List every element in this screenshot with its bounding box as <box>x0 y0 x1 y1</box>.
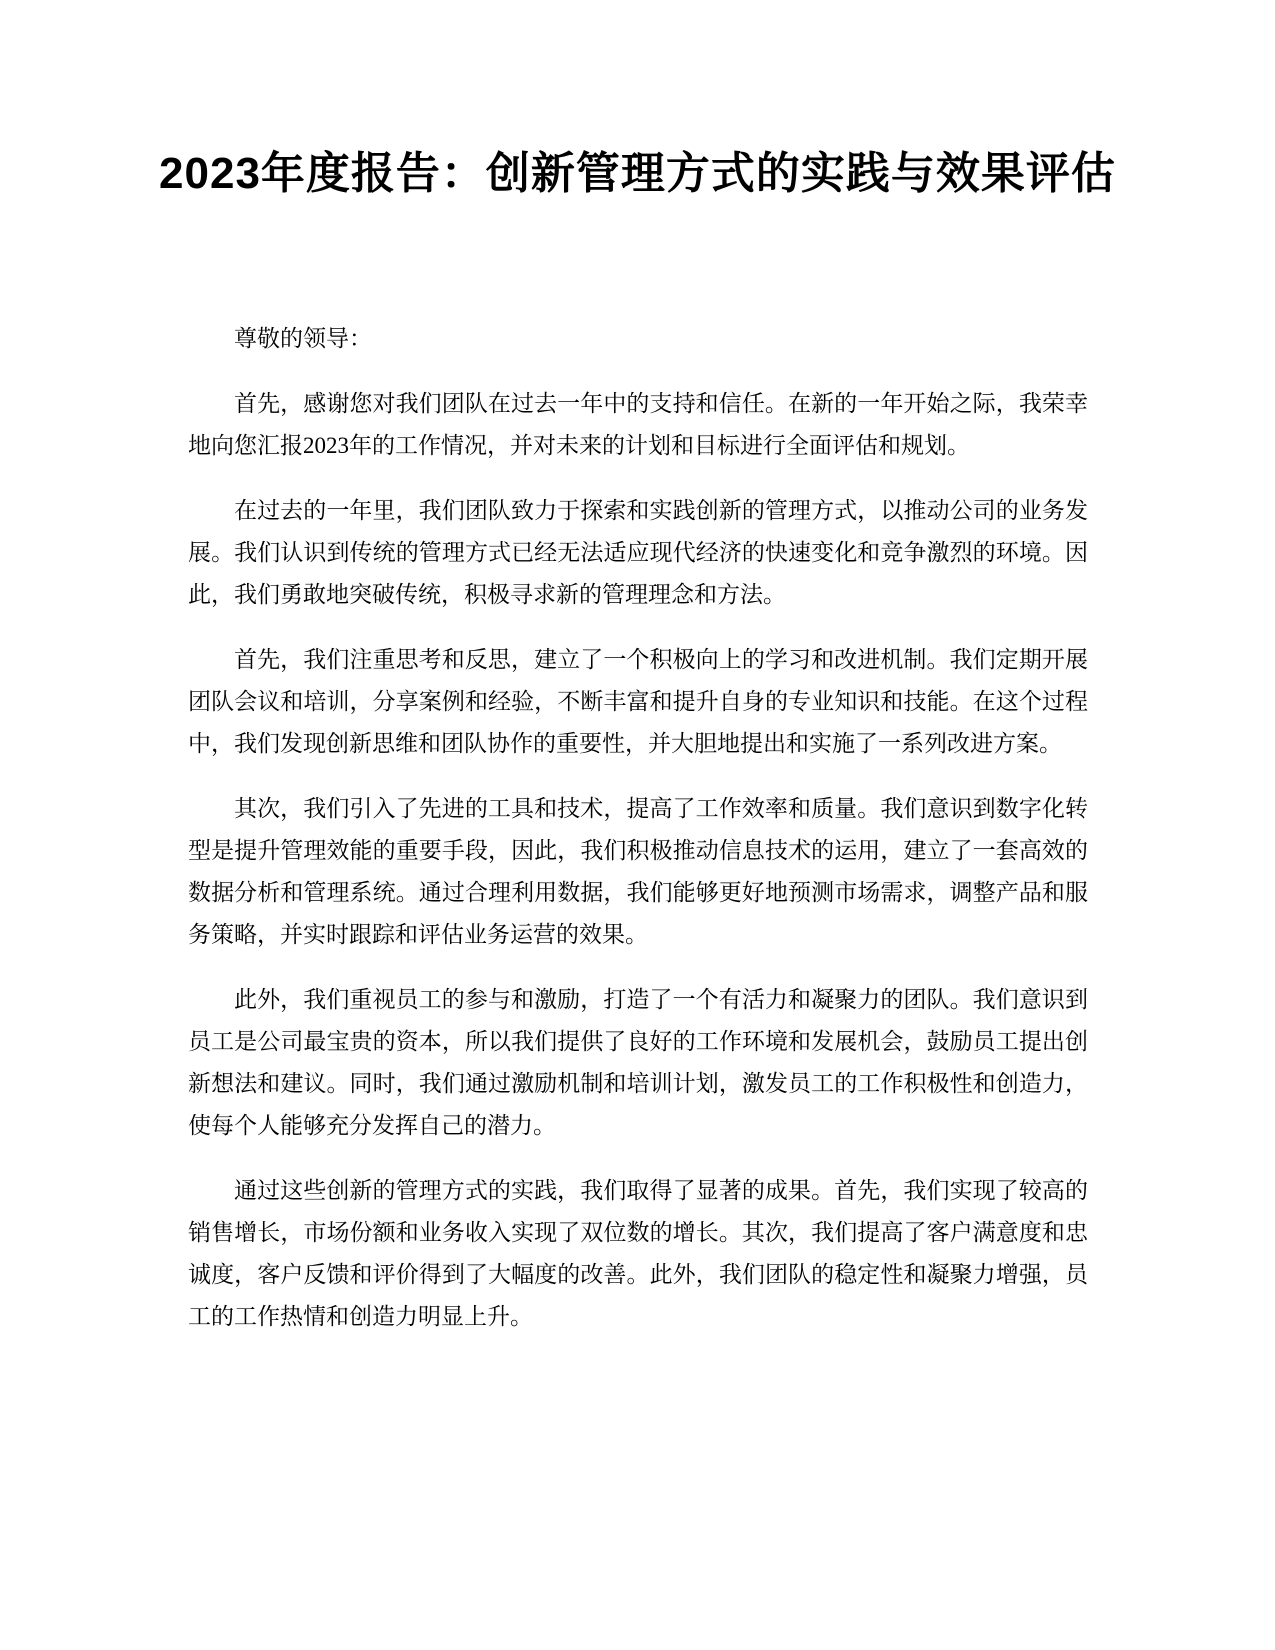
paragraph-4: 其次，我们引入了先进的工具和技术，提高了工作效率和质量。我们意识到数字化转型是提升管理效能的重要手段，因此，我们积极推动信息技术的运用，建立了一套高效的数据分析和管理系统。通过合理利用数据，我们能够更好地预测市场需求，调整产品和服务策略，并实时跟踪和评估业务运营的效果。 <box>188 796 1088 947</box>
paragraph-6: 通过这些创新的管理方式的实践，我们取得了显著的成果。首先，我们实现了较高的销售增长，市场份额和业务收入实现了双位数的增长。其次，我们提高了客户满意度和忠诚度，客户反馈和评价得到了大幅度的改善。此外，我们团队的稳定性和凝聚力增强，员工的工作热情和创造力明显上升。 <box>188 1178 1088 1329</box>
paragraph-2: 在过去的一年里，我们团队致力于探索和实践创新的管理方式，以推动公司的业务发展。我们认识到传统的管理方式已经无法适应现代经济的快速变化和竞争激烈的环境。因此，我们勇敢地突破传统，积极寻求新的管理理念和方法。 <box>188 498 1088 607</box>
paragraph-5: 此外，我们重视员工的参与和激励，打造了一个有活力和凝聚力的团队。我们意识到员工是公司最宝贵的资本，所以我们提供了良好的工作环境和发展机会，鼓励员工提出创新想法和建议。同时，我们通过激励机制和培训计划，激发员工的工作积极性和创造力，使每个人能够充分发挥自己的潜力。 <box>188 987 1088 1138</box>
paragraph-1: 首先，感谢您对我们团队在过去一年中的支持和信任。在新的一年开始之际，我荣幸地向您汇报2023年的工作情况，并对未来的计划和目标进行全面评估和规划。 <box>188 391 1088 458</box>
document-title: 2023年度报告：创新管理方式的实践与效果评估 <box>159 149 1116 198</box>
document-body <box>188 318 1088 1361</box>
salutation: 尊敬的领导： <box>234 326 372 351</box>
paragraph-3: 首先，我们注重思考和反思，建立了一个积极向上的学习和改进机制。我们定期开展团队会议和培训，分享案例和经验，不断丰富和提升自身的专业知识和技能。在这个过程中，我们发现创新思维和团队协作的重要性，并大胆地提出和实施了一系列改进方案。 <box>188 647 1088 756</box>
